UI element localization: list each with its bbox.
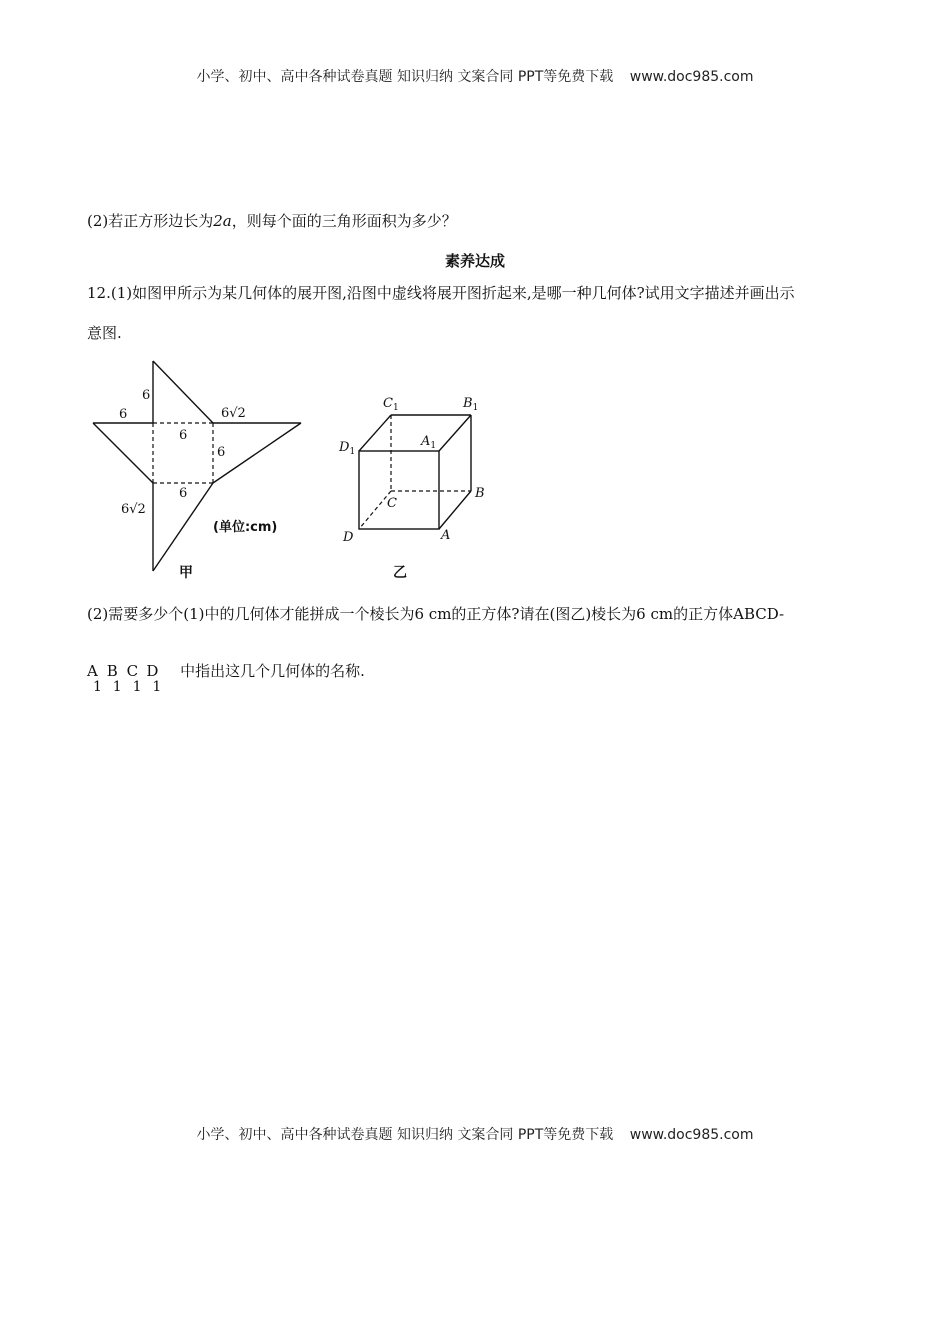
label-square-top: 6 xyxy=(179,428,188,443)
caption-yi: 乙 xyxy=(393,565,407,581)
vertex-b1: $B_1$ xyxy=(463,396,479,413)
figure-yi xyxy=(335,385,500,585)
header-text: 小学、初中、高中各种试卷真题 知识归纳 文案合同 PPT等免费下载 xyxy=(196,69,614,85)
q12-part2-line1: (2)需要多少个(1)中的几何体才能拼成一个棱长为6 cm的正方体?请在(图乙)棱长为6 cm的正方体ABCD- xyxy=(87,605,785,623)
vertex-d1-inline: D 1 xyxy=(146,662,162,695)
vertex-c1: $C_1$ xyxy=(383,396,399,413)
footer-url[interactable]: www.doc985.com xyxy=(629,1127,754,1143)
vertex-d: D xyxy=(343,530,354,545)
footer-text: 小学、初中、高中各种试卷真题 知识归纳 文案合同 PPT等免费下载 xyxy=(196,1127,614,1143)
label-top-vertical: 6 xyxy=(142,388,151,403)
vertex-d1: $D_1$ xyxy=(339,440,356,457)
q12-part2-tail: 中指出这几个几何体的名称. xyxy=(180,662,365,680)
label-square-bottom: 6 xyxy=(179,486,188,501)
caption-jia: 甲 xyxy=(179,565,193,581)
page-header xyxy=(0,66,950,86)
label-square-right: 6 xyxy=(217,445,226,460)
vertex-b1-inline: B 1 xyxy=(106,662,122,695)
vertex-a1: $A_1$ xyxy=(421,434,437,451)
unit-label: (单位:cm) xyxy=(213,520,278,535)
label-left-horizontal: 6 xyxy=(119,407,128,422)
label-bottom-left-diag: 6√2 xyxy=(121,502,146,517)
q12-part1-line2: 意图. xyxy=(87,324,122,342)
q12-part1-line1: 12.(1)如图甲所示为某几何体的展开图,沿图中虚线将展开图折起来,是哪一种几何体?试用文字描述并画出示 xyxy=(87,284,795,302)
vertex-a: A xyxy=(441,528,451,543)
question-prev-part2: (2)若正方形边长为2a，则每个面的三角形面积为多少？ xyxy=(87,212,457,230)
vertex-b: B xyxy=(475,486,485,501)
page-footer xyxy=(0,1124,950,1144)
vertex-row xyxy=(87,660,365,695)
section-title: 素养达成 xyxy=(444,252,505,270)
vertex-a1-inline: A 1 xyxy=(87,662,102,695)
variable-2a: 2a xyxy=(213,212,232,230)
header-url[interactable]: www.doc985.com xyxy=(629,69,754,85)
label-top-right-diag: 6√2 xyxy=(221,406,246,421)
figure-jia xyxy=(85,355,315,585)
vertex-c1-inline: C 1 xyxy=(126,662,142,695)
vertex-c: C xyxy=(387,496,397,511)
